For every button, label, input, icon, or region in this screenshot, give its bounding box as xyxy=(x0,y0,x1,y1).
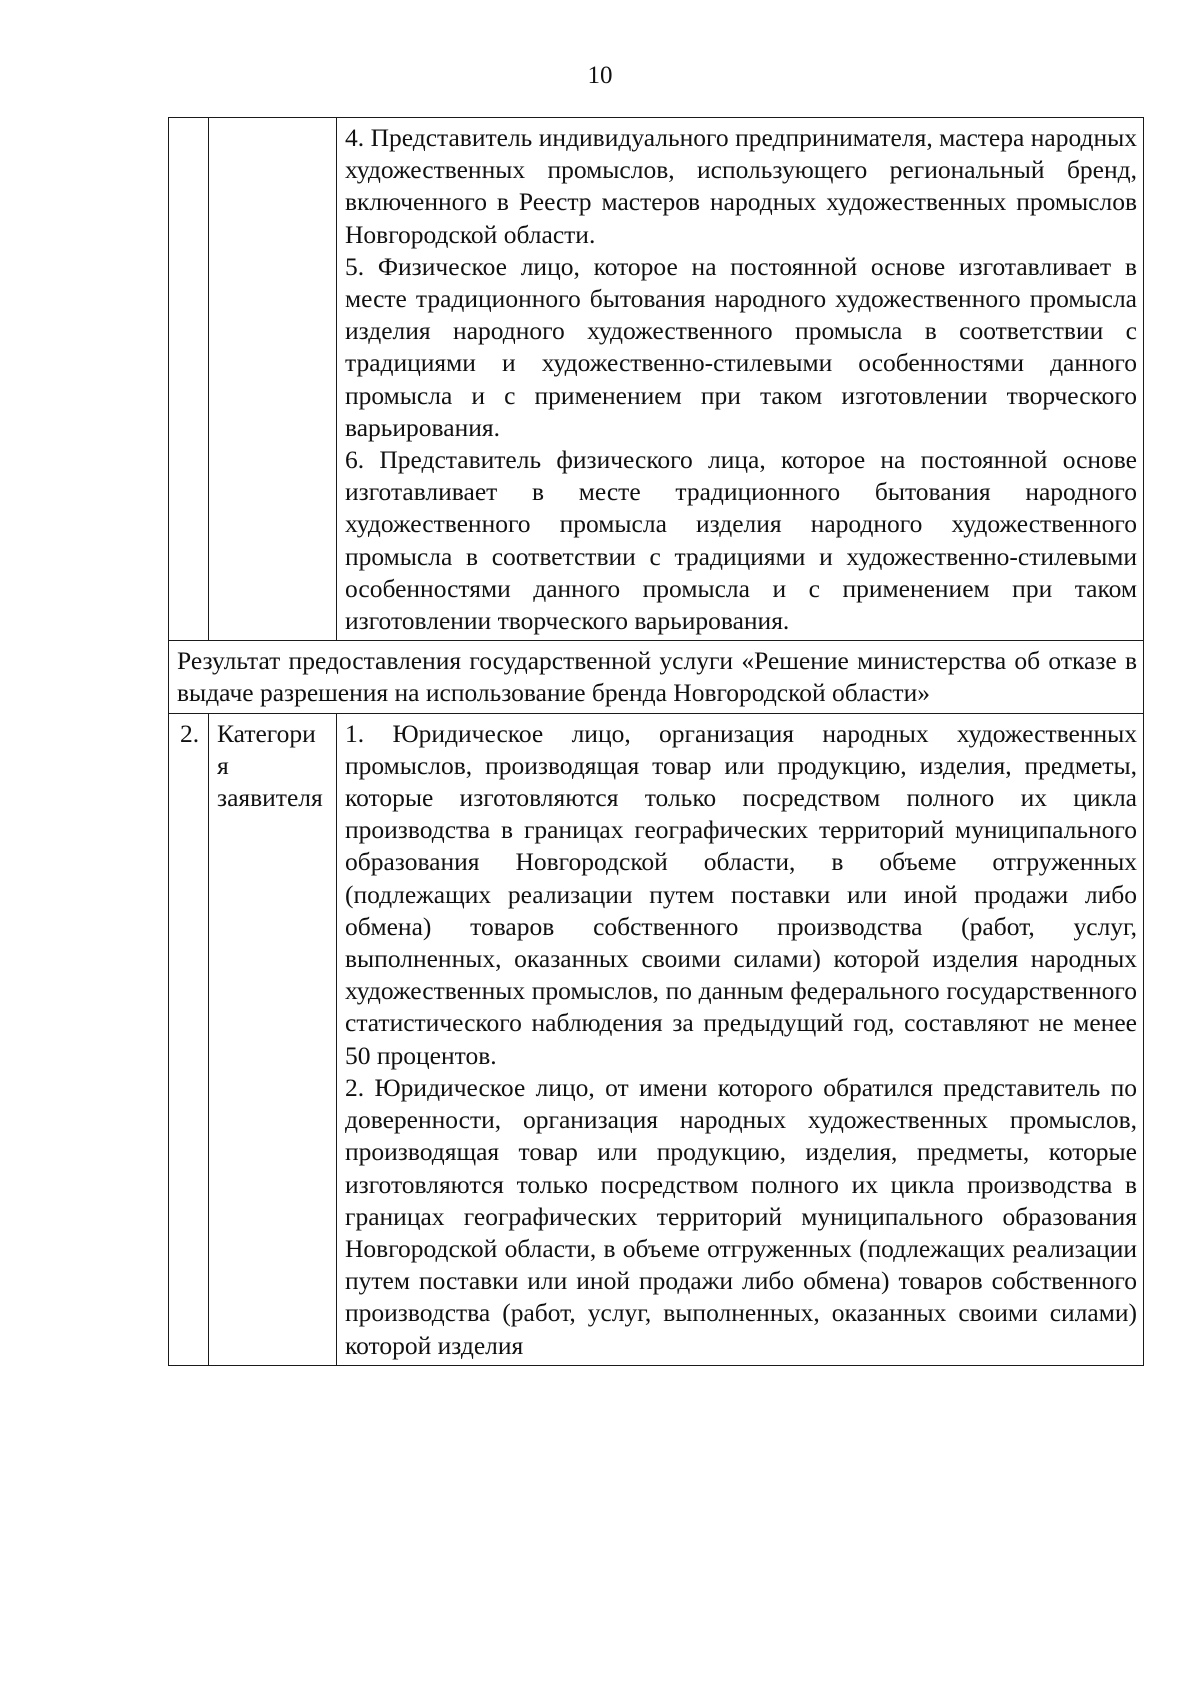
content-cell xyxy=(337,118,1144,641)
table-row xyxy=(169,641,1144,713)
list-item: 6. Представитель физического лица, которое на постоянной основе изготавливает в месте традиционного бытования народного художественного промысла изделия народного художественного промысла в соответствии с традициями и художественно-стилевыми особенностями данного промысла и с применением при таком изготовлении творческого варьирования. xyxy=(345,445,1137,636)
content-cell xyxy=(337,713,1144,1365)
row-number-cell: 2. xyxy=(169,713,209,1365)
table-row xyxy=(169,118,1144,641)
category-cell: Категори я заявителя xyxy=(209,713,337,1365)
row-number-cell xyxy=(169,118,209,641)
table-row xyxy=(169,713,1144,1365)
list-item: 5. Физическое лицо, которое на постоянной основе изготавливает в месте традиционного бытования народного художественного промысла изделия народного художественного промысла в соответствии с традициями и художественно-стилевыми особенностями данного промысла и с применением при таком изготовлении творческого варьирования. xyxy=(345,251,1137,442)
services-table xyxy=(168,117,1144,1366)
list-item: 4. Представитель индивидуального предпринимателя, мастера народных художественных промыслов, использующего региональный бренд, включенного в Реестр мастеров народных художественных промыслов Новгородской области. xyxy=(345,123,1137,249)
result-heading: Результат предоставления государственной услуги «Решение министерства об отказе в выдаче разрешения на использование бренда Новгородской области» xyxy=(169,641,1144,713)
page-number: 10 xyxy=(587,62,613,89)
list-item: 1. Юридическое лицо, организация народных художественных промыслов, производящая товар или продукцию, изделия, предметы, которые изготовляются только посредством полного их цикла производства в границах географических территорий муниципального образования Новгородской области, в объеме отгруженных (подлежащих реализации путем поставки или иной продажи либо обмена) товаров собственного производства (работ, услуг, выполненных, оказанных своими силами) которой изделия народных художественных промыслов, по данным федерального государственного статистического наблюдения за предыдущий год, составляют не менее 50 процентов. xyxy=(345,718,1137,1070)
category-cell xyxy=(209,118,337,641)
list-item: 2. Юридическое лицо, от имени которого обратился представитель по доверенности, организация народных художественных промыслов, производящая товар или продукцию, изделия, предметы, которые изготовляются только посредством полного их цикла производства в границах географических территорий муниципального образования Новгородской области, в объеме отгруженных (подлежащих реализации путем поставки или иной продажи либо обмена) товаров собственного производства (работ, услуг, выполненных, оказанных своими силами) которой изделия xyxy=(345,1072,1137,1360)
